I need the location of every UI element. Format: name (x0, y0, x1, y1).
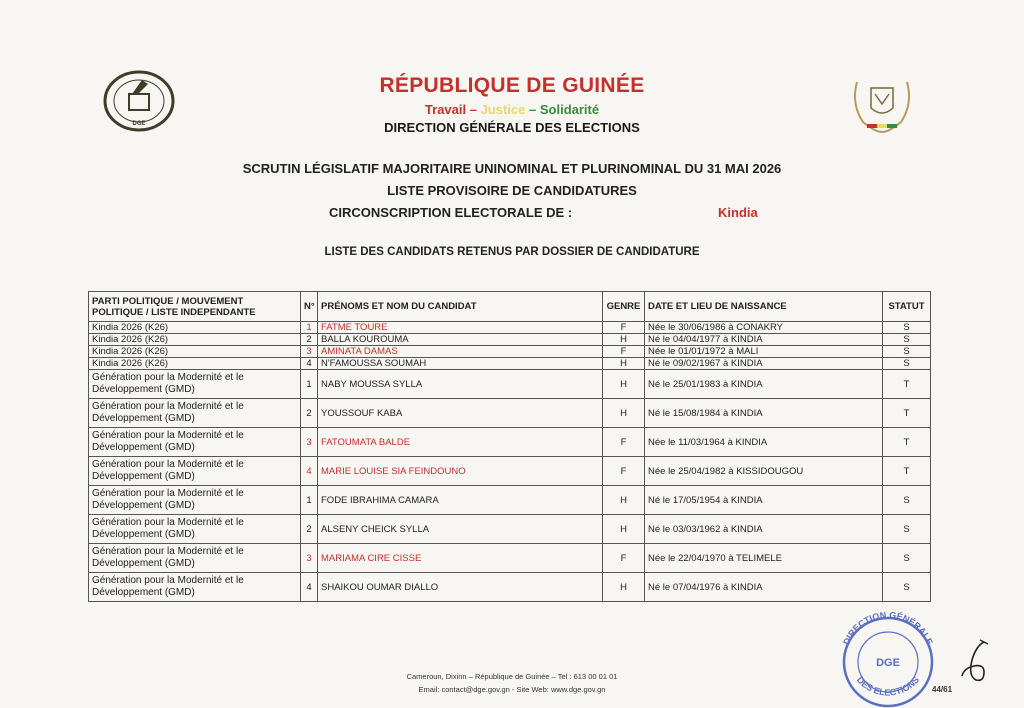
motto-part-2: Justice (480, 102, 526, 117)
cell-birth: Né le 17/05/1954 à KINDIA (645, 486, 883, 515)
cell-number: 4 (301, 457, 318, 486)
header-number: N° (301, 292, 318, 322)
cell-status: S (883, 358, 931, 370)
table-row (89, 486, 931, 515)
cell-birth: Née le 30/06/1986 à CONAKRY (645, 322, 883, 334)
cell-number: 3 (301, 428, 318, 457)
cell-number: 2 (301, 399, 318, 428)
motto-part-1: Travail – (424, 102, 477, 117)
list-title: LISTE PROVISOIRE DE CANDIDATURES (387, 183, 637, 198)
cell-candidate-name: FATME TOURE (318, 322, 603, 334)
cell-candidate-name: N'FAMOUSSA SOUMAH (318, 358, 603, 370)
cell-status: S (883, 334, 931, 346)
cell-number: 3 (301, 544, 318, 573)
cell-candidate-name: FODE IBRAHIMA CAMARA (318, 486, 603, 515)
cell-party: Génération pour la Modernité et le Développement (GMD) (89, 573, 301, 602)
cell-number: 3 (301, 346, 318, 358)
cell-birth: Née le 25/04/1982 à KISSIDOUGOU (645, 457, 883, 486)
cell-party: Génération pour la Modernité et le Développement (GMD) (89, 515, 301, 544)
cell-birth: Né le 07/04/1976 à KINDIA (645, 573, 883, 602)
direction-title: DIRECTION GÉNÉRALE DES ELECTIONS (384, 120, 640, 135)
cell-number: 2 (301, 334, 318, 346)
footer-address: Cameroun, Dixinn – République de Guinée – Tel : 613 00 01 01 (406, 672, 618, 681)
motto-part-3: – Solidarité (529, 102, 600, 117)
cell-birth: Née le 22/04/1970 à TELIMELE (645, 544, 883, 573)
cell-birth: Né le 03/03/1962 à KINDIA (645, 515, 883, 544)
table-row (89, 334, 931, 346)
cell-gender: H (603, 515, 645, 544)
cell-status: S (883, 486, 931, 515)
table-row (89, 457, 931, 486)
retained-candidates-title: LISTE DES CANDIDATS RETENUS PAR DOSSIER DE CANDIDATURE (324, 246, 700, 258)
cell-gender: H (603, 486, 645, 515)
cell-candidate-name: NABY MOUSSA SYLLA (318, 370, 603, 399)
table-header-row (89, 292, 931, 322)
cell-status: T (883, 370, 931, 399)
header-party: PARTI POLITIQUE / MOUVEMENT POLITIQUE / LISTE INDEPENDANTE (89, 292, 301, 322)
cell-party: Génération pour la Modernité et le Développement (GMD) (89, 486, 301, 515)
cell-gender: F (603, 428, 645, 457)
header-gender: GENRE (603, 292, 645, 322)
cell-party: Génération pour la Modernité et le Développement (GMD) (89, 370, 301, 399)
cell-gender: H (603, 573, 645, 602)
cell-number: 1 (301, 486, 318, 515)
table-row (89, 370, 931, 399)
table-row (89, 346, 931, 358)
cell-status: T (883, 399, 931, 428)
cell-party: Kindia 2026 (K26) (89, 358, 301, 370)
cell-gender: H (603, 399, 645, 428)
cell-party: Kindia 2026 (K26) (89, 334, 301, 346)
table-row (89, 573, 931, 602)
cell-gender: F (603, 544, 645, 573)
cell-number: 1 (301, 322, 318, 334)
table-row (89, 399, 931, 428)
footer-contact: Email: contact@dge.gov.gn - Site Web: www.dge.gov.gn (418, 685, 606, 694)
cell-party: Génération pour la Modernité et le Développement (GMD) (89, 457, 301, 486)
cell-status: T (883, 457, 931, 486)
table-row (89, 358, 931, 370)
stamp-text-bottom: DES ELECTIONS (854, 674, 922, 698)
cell-birth: Née le 01/01/1972 à MALI (645, 346, 883, 358)
table-row (89, 515, 931, 544)
header-status: STATUT (883, 292, 931, 322)
header-candidate-name: PRÉNOMS ET NOM DU CANDIDAT (318, 292, 603, 322)
cell-candidate-name: MARIAMA CIRE CISSE (318, 544, 603, 573)
cell-gender: H (603, 358, 645, 370)
cell-candidate-name: SHAIKOU OUMAR DIALLO (318, 573, 603, 602)
cell-candidate-name: AMINATA DAMAS (318, 346, 603, 358)
cell-party: Kindia 2026 (K26) (89, 322, 301, 334)
stamp-text-top: DIRECTION GÉNÉRALE (841, 609, 935, 647)
cell-birth: Née le 11/03/1964 à KINDIA (645, 428, 883, 457)
cell-birth: Né le 04/04/1977 à KINDIA (645, 334, 883, 346)
table-row (89, 428, 931, 457)
cell-status: S (883, 544, 931, 573)
cell-party: Génération pour la Modernité et le Développement (GMD) (89, 399, 301, 428)
cell-number: 4 (301, 573, 318, 602)
cell-candidate-name: MARIE LOUISE SIA FEINDOUNO (318, 457, 603, 486)
table-row (89, 322, 931, 334)
cell-status: S (883, 573, 931, 602)
cell-birth: Né le 15/08/1984 à KINDIA (645, 399, 883, 428)
cell-status: S (883, 515, 931, 544)
national-motto (0, 102, 1024, 117)
header-birth: DATE ET LIEU DE NAISSANCE (645, 292, 883, 322)
cell-gender: F (603, 322, 645, 334)
cell-number: 4 (301, 358, 318, 370)
svg-text:DIRECTION GÉNÉRALE (841, 610, 935, 646)
cell-birth: Né le 25/01/1983 à KINDIA (645, 370, 883, 399)
cell-candidate-name: BALLA KOUROUMA (318, 334, 603, 346)
republic-title: RÉPUBLIQUE DE GUINÉE (379, 74, 645, 97)
candidates-table (88, 291, 931, 602)
cell-candidate-name: FATOUMATA BALDE (318, 428, 603, 457)
constituency-value: Kindia (718, 205, 758, 220)
cell-party: Génération pour la Modernité et le Développement (GMD) (89, 544, 301, 573)
cell-gender: F (603, 346, 645, 358)
cell-party: Génération pour la Modernité et le Développement (GMD) (89, 428, 301, 457)
table-row (89, 544, 931, 573)
cell-birth: Né le 09/02/1967 à KINDIA (645, 358, 883, 370)
cell-candidate-name: ALSENY CHEICK SYLLA (318, 515, 603, 544)
cell-gender: H (603, 334, 645, 346)
cell-number: 2 (301, 515, 318, 544)
cell-status: S (883, 322, 931, 334)
election-title: SCRUTIN LÉGISLATIF MAJORITAIRE UNINOMINAL ET PLURINOMINAL DU 31 MAI 2026 (242, 161, 782, 176)
cell-gender: F (603, 457, 645, 486)
cell-party: Kindia 2026 (K26) (89, 346, 301, 358)
cell-candidate-name: YOUSSOUF KABA (318, 399, 603, 428)
constituency-label: CIRCONSCRIPTION ELECTORALE DE : (329, 205, 573, 220)
cell-gender: H (603, 370, 645, 399)
stamp-center: DGE (876, 657, 900, 669)
cell-status: S (883, 346, 931, 358)
cell-status: T (883, 428, 931, 457)
dge-logo-text: DGE (132, 121, 146, 127)
cell-number: 1 (301, 370, 318, 399)
page-number: 44/61 (932, 685, 953, 694)
